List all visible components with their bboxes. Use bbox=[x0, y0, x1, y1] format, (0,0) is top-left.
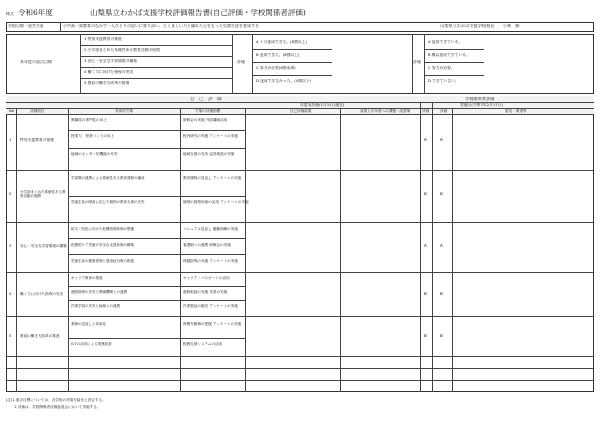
row-measure: 防災・防犯に向けた危機管理体制の整備 bbox=[71, 227, 134, 231]
row-method: 看護師との連携 研修会の実施 bbox=[183, 243, 231, 247]
row-eval-item: 特別支援教育の推進 bbox=[20, 138, 55, 142]
row-method: 作業製品の販売 アンケートの実施 bbox=[183, 304, 238, 308]
row-eval-item: 教員の働き方改革の推進 bbox=[20, 334, 60, 338]
rating-legend-item: D 達成できなかった。(4割以下) bbox=[256, 79, 312, 83]
principal: 山梨県立わかば支援学校校長 小林 勝 bbox=[440, 24, 520, 28]
col-result: 自己評価結果 bbox=[290, 109, 312, 113]
col-eval-item: 評価項目 bbox=[30, 109, 45, 113]
key-goal-item: 1 特別支援教育の推進 bbox=[84, 37, 122, 41]
row-measure: 学部間の連携による系統性ある教育課程の編成 bbox=[71, 176, 145, 180]
row-method: 進路相談の実施 実習の実施 bbox=[183, 290, 228, 294]
rating-right-label: 評価 bbox=[413, 60, 421, 64]
fiscal-year: 令和6年度 bbox=[18, 9, 53, 17]
row-method: 研修会の実施 外部講師活用 bbox=[183, 118, 228, 122]
row-measure: キャリア教育の推進 bbox=[71, 276, 103, 280]
key-goal-item: 5 教員の働き方改革の推進 bbox=[84, 81, 130, 85]
row-grade: B bbox=[424, 292, 427, 296]
row-method: 校務支援システムの活用 bbox=[183, 342, 223, 346]
col-measure: 具体的方策 bbox=[115, 109, 133, 113]
row-grade: A bbox=[424, 138, 427, 142]
row-measure: 進路指導の充実と関係機関との連携 bbox=[71, 290, 127, 294]
rating-right-item: D できていない。 bbox=[428, 79, 459, 83]
col-method: 方策の評価指標 bbox=[195, 109, 221, 113]
row-method: キャリア・パスポートの活用 bbox=[183, 276, 230, 280]
date-related: 実施日(令和7年2月17日) bbox=[460, 103, 503, 107]
date-self: 年度末評価(1月31日現在) bbox=[300, 103, 345, 107]
mission-text: 小中高一貫教育のなかで一人ひとりの思いに寄り添い、たくましい力と優れた心をもった児童生徒を育成する bbox=[63, 24, 259, 28]
col-opinion: 意見・要望等 bbox=[505, 109, 527, 113]
row-eval-item: 安心・安全な学習環境の構築 bbox=[20, 244, 67, 248]
row-method: 教育課程の見直し アンケートの実施 bbox=[183, 176, 242, 180]
self-eval-heading: 自 己 評 価 bbox=[190, 97, 222, 102]
row-eval-item: 働く力に向けた指導の充実 bbox=[20, 292, 64, 296]
row-rel-grade: B bbox=[440, 192, 443, 196]
col-grade: 評価 bbox=[422, 109, 430, 113]
rating-right-item: C 努力が必要。 bbox=[428, 66, 455, 70]
row-grade: A bbox=[424, 244, 427, 248]
col-status: 成果と次年度への課題・改善策 bbox=[360, 109, 411, 113]
row-rel-grade: B bbox=[440, 334, 443, 338]
rating-right-item: A 達成できている。 bbox=[428, 40, 463, 44]
row-no: 2 bbox=[9, 192, 12, 196]
row-grade: B bbox=[424, 334, 427, 338]
row-measure: ICTの活用による業務改善 bbox=[71, 342, 112, 346]
row-method: 地域支援の充実 巡回相談の実施 bbox=[183, 152, 235, 156]
row-method: マニュアル見直し 避難訓練の実施 bbox=[183, 227, 238, 231]
row-measure: 児童生徒の健康管理と感染症対策の推進 bbox=[71, 259, 134, 263]
row-measure: 作業学習の充実と地域との連携 bbox=[71, 304, 120, 308]
mission-label: 学校目標・経営方針 bbox=[8, 24, 44, 28]
row-rel-grade: A bbox=[440, 244, 443, 248]
rating-legend-item: C 努力が必要(6割未満) bbox=[256, 66, 296, 70]
rating-legend-label: 評価 bbox=[237, 60, 245, 64]
key-goal-item: 3 安心・安全な学習環境の構築 bbox=[84, 59, 137, 63]
note-line: (注)1 重点目標については、各学校の実情を踏まえ設定する。 bbox=[6, 398, 106, 402]
row-rel-grade: B bbox=[440, 292, 443, 296]
row-no: 1 bbox=[9, 138, 12, 142]
row-no: 5 bbox=[9, 334, 12, 338]
col-no: No bbox=[9, 109, 14, 113]
row-measure: 児童生徒の障害に応じた個別の教育支援の充実 bbox=[71, 200, 145, 204]
row-measure: 教職員の専門性の向上 bbox=[71, 118, 107, 122]
row-method: 保健指導の実施 アンケートの実施 bbox=[183, 259, 238, 263]
row-no: 3 bbox=[9, 244, 12, 248]
row-measure: 業務の見直しと効率化 bbox=[71, 322, 106, 326]
row-measure: 地域のセンター的機能の充実 bbox=[71, 152, 118, 156]
col-rel-grade: 評価 bbox=[440, 109, 448, 113]
form-number: 様式 bbox=[6, 12, 14, 16]
key-goal-item: 4 働く力に向けた指導の充実 bbox=[84, 70, 134, 74]
page-title: 山梨県立わかば支援学校評価報告書(自己評価・学校関係者評価) bbox=[90, 9, 306, 17]
row-method: 個別の指導計画の活用 アンケートの実施 bbox=[183, 200, 249, 204]
key-goals-label: 本年度の重点目標 bbox=[20, 60, 52, 64]
row-rel-grade: A bbox=[440, 138, 443, 142]
rating-right-item: B 概ね達成できている。 bbox=[428, 53, 470, 57]
row-measure: 授業力、授業づくりの向上 bbox=[71, 134, 115, 138]
rating-legend-item: B 達成できた。(6割以上) bbox=[256, 53, 300, 57]
rating-legend-item: A 十分達成できた。(8割以上) bbox=[256, 40, 307, 44]
row-eval-item: 小学部まとめた系統性ある教育活動の展開 bbox=[20, 190, 66, 199]
row-method: 時間外勤務の把握 アンケートの実施 bbox=[183, 322, 242, 326]
row-grade: B bbox=[424, 192, 427, 196]
related-eval-heading: 学校関係者評価 bbox=[465, 97, 495, 101]
row-method: 校内研究の実施 アンケートの実施 bbox=[183, 134, 238, 138]
note-line: 2 評価は、学校関係者評価委員会において実施する。 bbox=[6, 405, 101, 409]
key-goal-item: 2 小学部まとめた系統性ある教育活動の展開 bbox=[84, 48, 160, 52]
row-measure: 医療的ケア児童の安全な支援体制の構築 bbox=[71, 243, 134, 247]
row-no: 4 bbox=[9, 292, 12, 296]
